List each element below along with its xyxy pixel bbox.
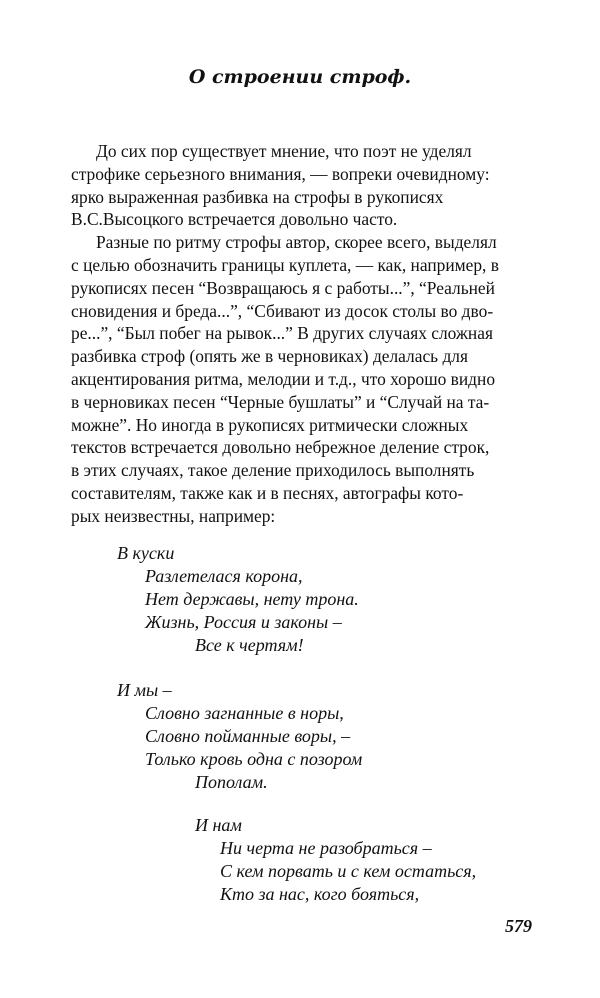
text-line: разбивка строф (опять же в черновиках) делалась для [71,346,468,367]
text-line: рукописях песен “Возвращаюсь я с работы...”, “Реальней [71,277,495,298]
text-line: В.С.Высоцкого встречается довольно часто. [71,209,398,230]
text-line: можне”. Но иногда в рукописях ритмически сложных [71,414,469,435]
poem-line: Все к чертям! [195,635,304,655]
poem-line: Разлетелася корона, [145,566,303,586]
text-line: рых неизвестны, например: [71,505,276,526]
poem-line: Нет державы, нету трона. [145,589,359,609]
paragraph-2 [71,231,533,527]
text-line: сновидения и бреда...”, “Сбивают из досок столы во дво- [71,300,494,321]
poem-line: Пополам. [195,772,268,792]
poem-line: В куски [117,543,175,563]
body-text [71,140,533,528]
text-line: с целью обозначить границы куплета, — как, например, в [71,254,499,275]
text-line: составителям, также как и в песнях, автографы кото- [71,482,464,503]
text-line: в этих случаях, такое деление приходилось выполнять [71,460,475,481]
poem-line: С кем порвать и с кем остаться, [220,861,477,881]
text-line: ре...”, “Был побег на рывок...” В других случаях сложная [71,323,493,344]
poem-line: Только кровь одна с позором [145,749,363,769]
text-line: строфике серьезного внимания, — вопреки очевидному: [71,163,490,184]
text-line: Разные по ритму строфы автор, скорее всего, выделял [96,232,497,253]
poem-line: Кто за нас, кого бояться, [220,884,420,904]
text-line: текстов встречается довольно небрежное деление строк, [71,437,490,458]
poem-line: Словно пойманные воры, – [145,726,351,746]
poem-line: И мы – [117,680,172,700]
text-line: в черновиках песен “Черные бушлаты” и “Случай на та- [71,391,490,412]
poem-line: Ни черта не разобраться – [220,838,432,858]
section-title: О строении строф. [188,66,412,88]
poem-line: Жизнь, Россия и законы – [145,612,342,632]
text-line: ярко выраженная разбивка на строфы в рукописях [71,186,444,207]
text-line: До сих пор существует мнение, что поэт не уделял [96,141,472,161]
poem-line: Словно загнанные в норы, [145,703,344,723]
page-number: 579 [505,916,532,936]
text-line: акцентирования ритма, мелодии и т.д., что хорошо видно [71,368,496,389]
poem-line: И нам [195,815,242,835]
paragraph-1 [71,140,533,231]
